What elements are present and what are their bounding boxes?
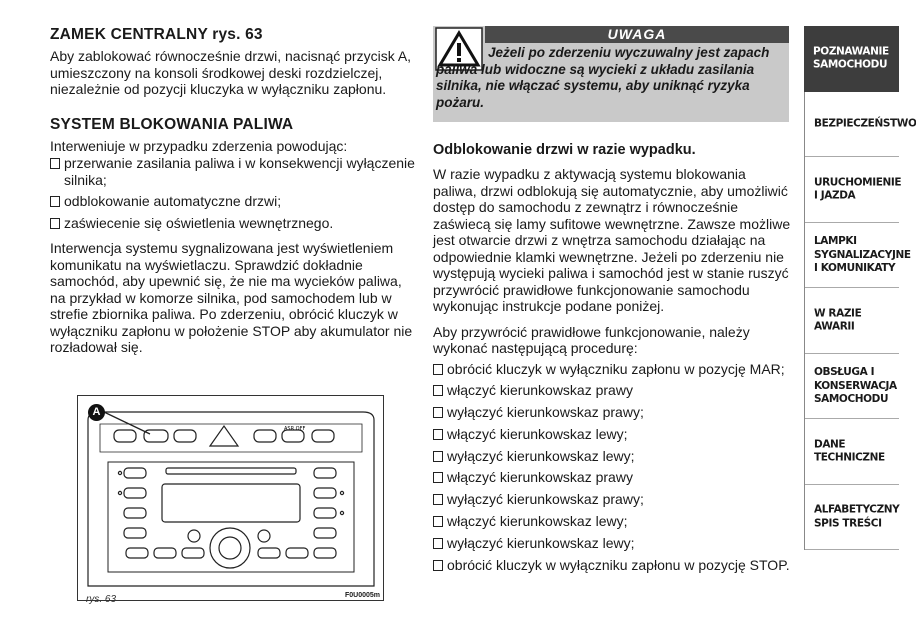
checkbox-bullet-icon (433, 494, 443, 505)
unlock-heading: Odblokowanie drzwi w razie wypadku. (433, 142, 696, 158)
tab-w-razie-awarii[interactable]: W RAZIE AWARII (804, 288, 899, 354)
checkbox-bullet-icon (433, 538, 443, 549)
checkbox-bullet-icon (50, 158, 60, 169)
tab-lampki-sygnalizacyjne[interactable]: LAMPKI SYGNALIZACYJNE I KOMUNIKATY (804, 223, 899, 289)
tab-alfabetyczny-spis-tresci[interactable]: ALFABETYCZNY SPIS TREŚCI (804, 485, 899, 551)
checkbox-bullet-icon (433, 407, 443, 418)
tab-bezpieczenstwo[interactable]: BEZPIECZEŃSTWO (804, 92, 899, 158)
fuel-cutoff-intro: Interweniuje w przypadku zderzenia powodując: (50, 137, 348, 154)
procedure-list (433, 361, 793, 574)
chapter-sidebar (804, 26, 916, 550)
list-item: obrócić kluczyk w wyłączniku zapłonu w pozycję STOP. (433, 557, 793, 574)
tab-dane-techniczne[interactable]: DANE TECHNICZNE (804, 419, 899, 485)
tab-obsluga-i-konserwacja[interactable]: OBSŁUGA I KONSERWACJA SAMOCHODU (804, 354, 899, 420)
dashboard-console-figure (77, 395, 384, 605)
fuel-cutoff-paragraph: Interwencja systemu sygnalizowana jest wyświetleniem komunikatu na wyświetlaczu. Sprawdzić dokładnie samochód, aby upewnić się, że nie ma wycieków paliwa, na przykład w komorze silnika, pod samochodem lub w strefie zbiornika paliwa. Po zderzeniu, obrócić kluczyk w wyłączniku zapłonu w położenie STOP aby akumulator nie rozładował się. (50, 240, 413, 355)
list-item: wyłączyć kierunkowskaz lewy; (433, 448, 793, 465)
list-item: włączyć kierunkowskaz prawy (433, 469, 793, 486)
unlock-paragraph: W razie wypadku z aktywacją systemu blokowania paliwa, drzwi odblokują się automatycznie, aby umożliwić dostęp do samochodu z zewnątrz i równocześnie zaświecą się lamy sufitowe wewnętrzne. Zawsze możliwe jest otwarcie drzwi z wnętrza samochodu działając na odpowiednie klamki wewnętrzne. Jeżeli po zderzeniu nie występują wycieki paliwa i samochód jest w stanie ruszyć przywrócić prawidłowe funkcjonowanie samochodu wykonując instrukcje podane poniżej. (433, 166, 791, 314)
list-item: odblokowanie automatyczne drzwi; (50, 193, 415, 210)
list-item: wyłączyć kierunkowskaz prawy; (433, 404, 793, 421)
heading-central-lock: ZAMEK CENTRALNY rys. 63 (50, 26, 263, 43)
figure-code: F0U0005m (344, 592, 380, 599)
checkbox-bullet-icon (433, 451, 443, 462)
list-item: zaświecenie się oświetlenia wewnętrznego. (50, 215, 415, 232)
list-item: włączyć kierunkowskaz lewy; (433, 513, 793, 530)
central-lock-paragraph: Aby zablokować równocześnie drzwi, nacisnąć przycisk A, umieszczony na konsoli środkowej deski rozdzielczej, niezależnie od pozycji kluczyka w wyłączniku zapłonu. (50, 48, 412, 97)
warning-box (433, 26, 789, 122)
center-console-illustration (78, 396, 383, 600)
checkbox-bullet-icon (433, 472, 443, 483)
tab-uruchomienie-i-jazda[interactable]: URUCHOMIENIE I JAZDA (804, 157, 899, 223)
list-item: wyłączyć kierunkowskaz lewy; (433, 535, 793, 552)
list-item: obrócić kluczyk w wyłączniku zapłonu w pozycję MAR; (433, 361, 793, 378)
list-item: wyłączyć kierunkowskaz prawy; (433, 491, 793, 508)
checkbox-bullet-icon (433, 560, 443, 571)
procedure-intro: Aby przywrócić prawidłowe funkcjonowanie, należy wykonać następującą procedurę: (433, 323, 750, 356)
list-item: włączyć kierunkowskaz lewy; (433, 426, 793, 443)
checkbox-bullet-icon (433, 364, 443, 375)
right-column (433, 26, 793, 578)
figure-caption: rys. 63 (86, 594, 117, 605)
fuel-cutoff-list (50, 155, 415, 231)
checkbox-bullet-icon (50, 218, 60, 229)
list-item: przerwanie zasilania paliwa i w konsekwencji wyłączenie silnika; (50, 155, 415, 188)
tab-poznawanie-samochodu[interactable]: POZNAWANIE SAMOCHODU (804, 26, 899, 92)
heading-fuel-cutoff: SYSTEM BLOKOWANIA PALIWA (50, 115, 294, 133)
warning-title: UWAGA (485, 26, 789, 43)
list-item: włączyć kierunkowskaz prawy (433, 382, 793, 399)
checkbox-bullet-icon (433, 516, 443, 527)
checkbox-bullet-icon (50, 196, 60, 207)
callout-a: A (88, 404, 105, 421)
warning-text: Jeżeli po zderzeniu wyczuwalny jest zapach paliwa lub widoczne są wycieki z układu zasilania silnika, nie włączać systemu, aby uniknąć ryzyka pożaru. (436, 45, 770, 110)
checkbox-bullet-icon (433, 429, 443, 440)
checkbox-bullet-icon (433, 385, 443, 396)
left-column (50, 26, 415, 356)
asr-off-label: ASR OFF (284, 426, 306, 432)
